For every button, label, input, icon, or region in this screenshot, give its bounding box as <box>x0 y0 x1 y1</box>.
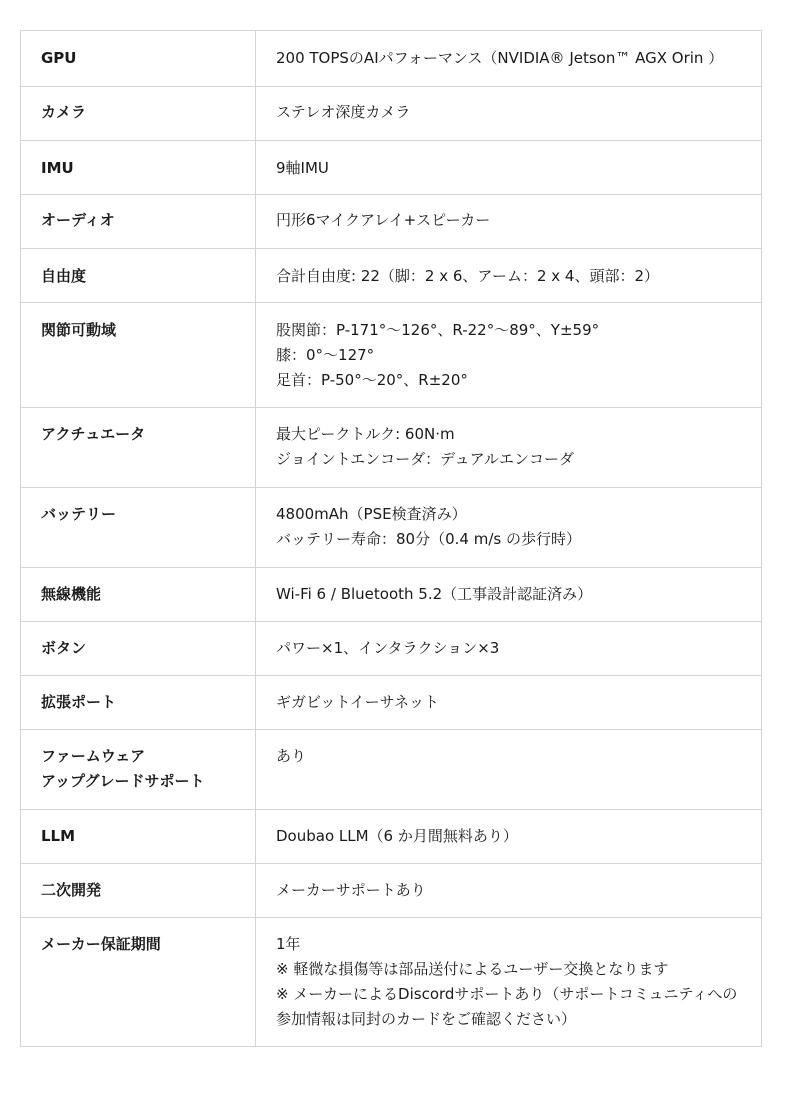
spec-value-cell <box>256 810 762 864</box>
spec-value: あり <box>276 747 307 765</box>
spec-label-cell <box>21 408 256 488</box>
spec-row <box>21 864 762 918</box>
spec-label: 二次開発 <box>41 881 102 899</box>
spec-row <box>21 408 762 488</box>
spec-label-cell <box>21 676 256 730</box>
spec-label-cell <box>21 918 256 1047</box>
spec-label-cell <box>21 568 256 622</box>
spec-row <box>21 249 762 303</box>
spec-table <box>20 30 762 1047</box>
spec-value-cell <box>256 488 762 568</box>
spec-row <box>21 195 762 249</box>
spec-label: 無線機能 <box>41 585 102 603</box>
spec-value: バッテリー寿命：80分（0.4 m/s の歩行時） <box>276 530 581 548</box>
spec-value-cell <box>256 303 762 408</box>
spec-row <box>21 730 762 810</box>
spec-value-cell <box>256 622 762 676</box>
spec-value: 9軸IMU <box>276 159 329 177</box>
spec-value: ジョイントエンコーダ：デュアルエンコーダ <box>276 450 575 468</box>
spec-value-cell <box>256 568 762 622</box>
spec-label: 拡張ポート <box>41 693 117 711</box>
spec-label-cell <box>21 195 256 249</box>
spec-value-cell <box>256 195 762 249</box>
spec-value-cell <box>256 31 762 87</box>
spec-value: 円形6マイクアレイ+スピーカー <box>276 211 491 229</box>
spec-label: カメラ <box>41 103 87 121</box>
spec-label: メーカー保証期間 <box>41 935 161 953</box>
spec-value: パワー×1、インタラクション×3 <box>276 639 500 657</box>
spec-value-cell <box>256 676 762 730</box>
spec-label: GPU <box>41 49 77 67</box>
spec-label: オーディオ <box>41 211 115 229</box>
spec-label: アップグレードサポート <box>41 772 205 790</box>
spec-label-cell <box>21 249 256 303</box>
spec-value: ※ 軽微な損傷等は部品送付によるユーザー交換となります <box>276 960 669 978</box>
spec-value: Doubao LLM（6 か月間無料あり） <box>276 827 518 845</box>
spec-value-cell <box>256 864 762 918</box>
spec-value: 最大ピークトルク: 60N·m <box>276 425 455 443</box>
spec-label: アクチュエータ <box>41 425 146 443</box>
spec-label: ファームウェア <box>41 747 146 765</box>
spec-label-cell <box>21 488 256 568</box>
spec-label: IMU <box>41 159 74 177</box>
spec-row <box>21 676 762 730</box>
spec-value: 膝：0°〜127° <box>276 346 375 364</box>
spec-label-cell <box>21 622 256 676</box>
spec-label-cell <box>21 31 256 87</box>
spec-value: ※ メーカーによるDiscordサポートあり（サポートコミュニティへの参加情報は同封のカードをご確認ください） <box>276 985 738 1028</box>
spec-value-cell <box>256 730 762 810</box>
spec-value-cell <box>256 87 762 141</box>
spec-value-cell <box>256 918 762 1047</box>
spec-row <box>21 303 762 408</box>
spec-value: 4800mAh（PSE検査済み） <box>276 505 467 523</box>
spec-value-cell <box>256 141 762 195</box>
spec-row <box>21 87 762 141</box>
spec-table-body <box>21 31 762 1047</box>
spec-row <box>21 622 762 676</box>
spec-label-cell <box>21 87 256 141</box>
spec-label-cell <box>21 303 256 408</box>
spec-row <box>21 31 762 87</box>
spec-value: ステレオ深度カメラ <box>276 103 411 121</box>
spec-value: Wi-Fi 6 / Bluetooth 5.2（工事設計認証済み） <box>276 585 593 603</box>
spec-label: バッテリー <box>41 505 117 523</box>
spec-label-cell <box>21 810 256 864</box>
spec-value: 股関節：P-171°〜126°、R-22°〜89°、Y±59° <box>276 321 600 339</box>
spec-value: 200 TOPSのAIパフォーマンス（NVIDIA® Jetson™ AGX Orin ） <box>276 49 724 67</box>
spec-label-cell <box>21 864 256 918</box>
spec-row <box>21 488 762 568</box>
spec-value: 足首：P-50°〜20°、R±20° <box>276 371 468 389</box>
spec-value: 合計自由度: 22（脚：2 x 6、アーム：2 x 4、頭部：2） <box>276 267 660 285</box>
spec-row <box>21 141 762 195</box>
spec-label-cell <box>21 141 256 195</box>
spec-value-cell <box>256 249 762 303</box>
spec-label: LLM <box>41 827 76 845</box>
spec-label-cell <box>21 730 256 810</box>
spec-value: ギガビットイーサネット <box>276 693 440 711</box>
spec-row <box>21 810 762 864</box>
spec-row <box>21 918 762 1047</box>
spec-value: 1年 <box>276 935 301 953</box>
spec-value: メーカーサポートあり <box>276 881 426 899</box>
spec-label: 関節可動域 <box>41 321 117 339</box>
spec-value-cell <box>256 408 762 488</box>
spec-label: ボタン <box>41 639 87 657</box>
spec-row <box>21 568 762 622</box>
spec-label: 自由度 <box>41 267 87 285</box>
